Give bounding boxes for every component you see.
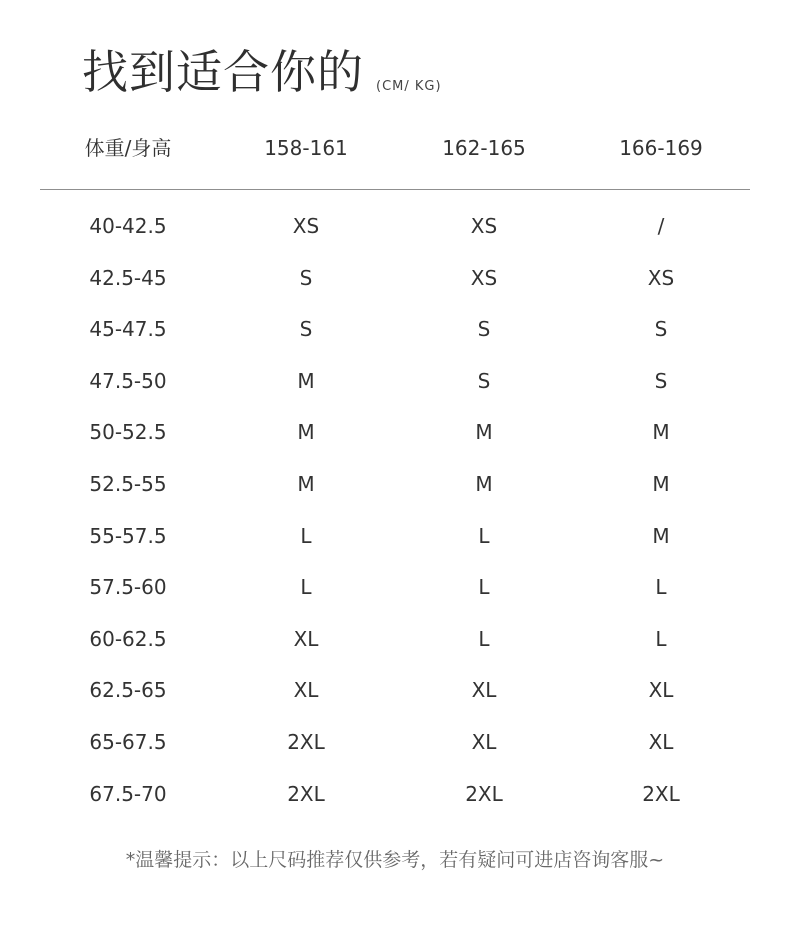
size-cell-158-161: XS <box>292 214 320 238</box>
size-cell-158-161: XL <box>293 627 319 651</box>
weight-cell: 47.5-50 <box>89 369 167 393</box>
weight-cell: 62.5-65 <box>89 678 167 702</box>
size-cell-158-161: 2XL <box>287 730 325 754</box>
size-cell-166-169: / <box>657 214 665 238</box>
size-cell-162-165: L <box>478 575 490 599</box>
size-cell-166-169: M <box>652 420 670 444</box>
size-cell-158-161: S <box>299 266 313 290</box>
size-cell-166-169: 2XL <box>642 782 680 806</box>
header-height-162-165: 162-165 <box>442 136 526 160</box>
size-cell-166-169: L <box>655 575 667 599</box>
weight-cell: 50-52.5 <box>89 420 167 444</box>
size-cell-166-169: XS <box>647 266 675 290</box>
header-divider <box>40 189 750 190</box>
header-weight-height: 体重/身高 <box>84 136 172 160</box>
size-cell-158-161: XL <box>293 678 319 702</box>
size-cell-162-165: XL <box>471 730 497 754</box>
weight-cell: 52.5-55 <box>89 472 167 496</box>
size-cell-166-169: S <box>654 317 668 341</box>
weight-cell: 55-57.5 <box>89 524 167 548</box>
size-cell-158-161: 2XL <box>287 782 325 806</box>
header-height-166-169: 166-169 <box>619 136 703 160</box>
size-cell-166-169: M <box>652 524 670 548</box>
weight-cell: 42.5-45 <box>89 266 167 290</box>
size-cell-158-161: S <box>299 317 313 341</box>
size-cell-158-161: M <box>297 420 315 444</box>
size-cell-162-165: L <box>478 627 490 651</box>
header-height-158-161: 158-161 <box>264 136 348 160</box>
page-title: 找到适合你的 <box>82 45 364 99</box>
weight-cell: 60-62.5 <box>89 627 167 651</box>
size-cell-162-165: M <box>475 420 493 444</box>
weight-cell: 45-47.5 <box>89 317 167 341</box>
size-cell-162-165: XS <box>470 214 498 238</box>
weight-cell: 57.5-60 <box>89 575 167 599</box>
size-cell-162-165: M <box>475 472 493 496</box>
tip-note: *温馨提示：以上尺码推荐仅供参考，若有疑问可进店咨询客服~ <box>125 849 665 871</box>
size-cell-158-161: L <box>300 575 312 599</box>
weight-cell: 65-67.5 <box>89 730 167 754</box>
size-cell-166-169: S <box>654 369 668 393</box>
size-cell-166-169: XL <box>648 678 674 702</box>
size-cell-158-161: L <box>300 524 312 548</box>
size-cell-162-165: XL <box>471 678 497 702</box>
size-cell-158-161: M <box>297 369 315 393</box>
size-cell-166-169: M <box>652 472 670 496</box>
size-cell-162-165: S <box>477 369 491 393</box>
size-cell-162-165: L <box>478 524 490 548</box>
size-cell-162-165: XS <box>470 266 498 290</box>
size-cell-166-169: L <box>655 627 667 651</box>
weight-cell: 40-42.5 <box>89 214 167 238</box>
weight-cell: 67.5-70 <box>89 782 167 806</box>
size-cell-162-165: S <box>477 317 491 341</box>
size-cell-162-165: 2XL <box>465 782 503 806</box>
size-cell-166-169: XL <box>648 730 674 754</box>
unit-label: (CM/ KG) <box>376 79 442 94</box>
size-cell-158-161: M <box>297 472 315 496</box>
